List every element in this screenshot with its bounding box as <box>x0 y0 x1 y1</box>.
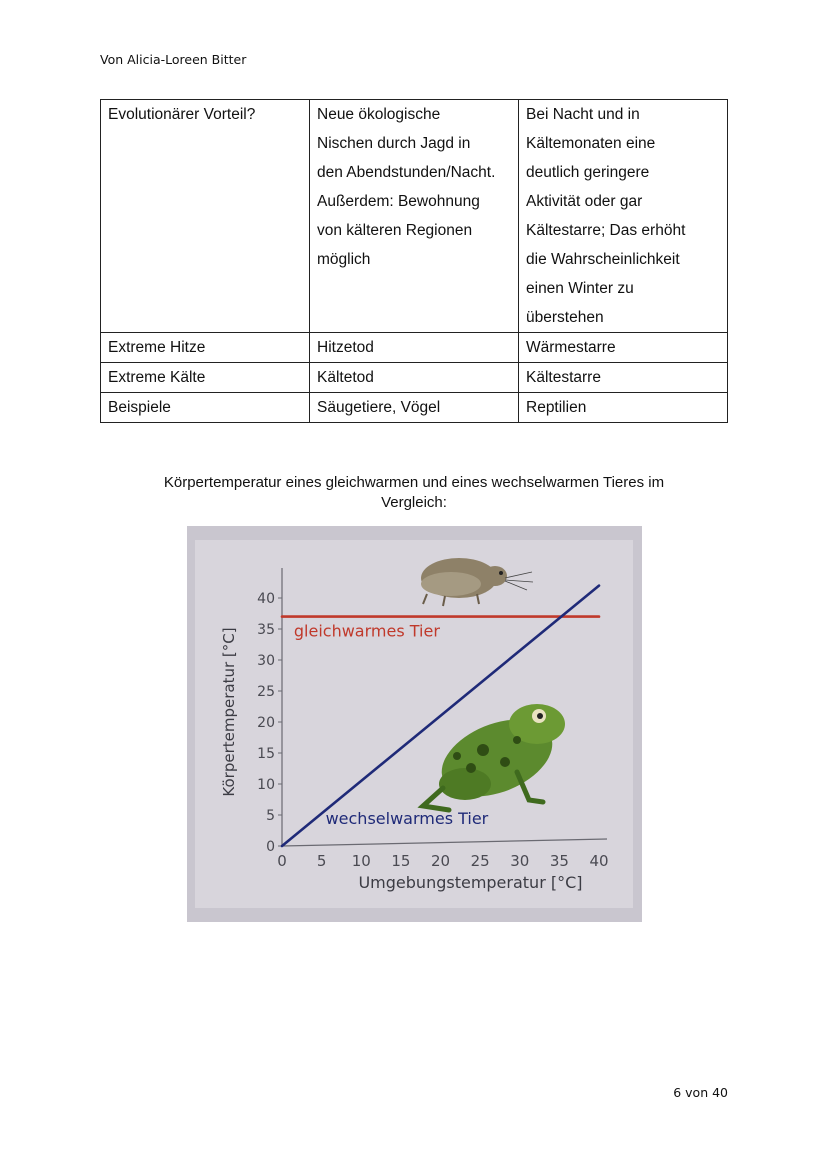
y-tick-label: 5 <box>266 808 275 824</box>
warm-cell: Kältetod <box>310 363 519 393</box>
cell-line: überstehen <box>526 309 604 326</box>
author-line: Von Alicia-Loreen Bitter <box>100 52 247 67</box>
cell-line: Außerdem: Bewohnung <box>317 193 480 210</box>
cell-line: möglich <box>317 251 371 268</box>
cell-line: Bei Nacht und in <box>526 106 640 123</box>
x-tick-label: 25 <box>470 852 490 870</box>
warm-cell: Hitzetod <box>310 333 519 363</box>
page-number: 6 von 40 <box>673 1085 728 1100</box>
figure-title <box>100 473 728 513</box>
cold-cell: Reptilien <box>519 393 728 423</box>
cell-line: von kälteren Regionen <box>317 222 473 239</box>
warm-cell <box>310 100 519 333</box>
y-axis-label: Körpertemperatur [°C] <box>220 627 238 797</box>
warm-cell: Säugetiere, Vögel <box>310 393 519 423</box>
x-tick-label: 30 <box>510 852 530 870</box>
temperature-chart <box>187 526 642 922</box>
table-row <box>101 363 728 393</box>
cold-cell: Wärmestarre <box>519 333 728 363</box>
x-axis-label: Umgebungstemperatur [°C] <box>358 873 583 892</box>
table-row <box>101 100 728 333</box>
y-tick-label: 20 <box>257 715 275 731</box>
cold-cell: Kältestarre <box>519 363 728 393</box>
cell-line: die Wahrscheinlichkeit <box>526 251 680 268</box>
y-tick-label: 35 <box>257 622 275 638</box>
y-tick-label: 40 <box>257 591 275 607</box>
table-row <box>101 333 728 363</box>
series-label: gleichwarmes Tier <box>293 621 440 641</box>
cell-line: Nischen durch Jagd in <box>317 135 471 152</box>
table-row <box>101 393 728 423</box>
cell-line: deutlich geringere <box>526 164 650 181</box>
figure-title-line: Vergleich: <box>381 494 447 511</box>
y-tick-label: 15 <box>257 746 275 762</box>
x-tick-label: 10 <box>351 852 371 870</box>
cell-line: Kältemonaten eine <box>526 135 656 152</box>
x-tick-label: 40 <box>589 852 609 870</box>
x-tick-label: 5 <box>316 852 327 870</box>
y-tick-label: 30 <box>257 653 275 669</box>
cell-line: Kältestarre; Das erhöht <box>526 222 686 239</box>
y-tick-label: 0 <box>266 839 275 855</box>
row-label: Extreme Kälte <box>101 363 310 393</box>
cold-cell <box>519 100 728 333</box>
cell-line: Aktivität oder gar <box>526 193 643 210</box>
cell-line: den Abendstunden/Nacht. <box>317 164 496 181</box>
row-label: Beispiele <box>101 393 310 423</box>
x-tick-label: 15 <box>391 852 411 870</box>
chart-photo <box>187 526 642 922</box>
cell-line: einen Winter zu <box>526 280 634 297</box>
row-label: Extreme Hitze <box>101 333 310 363</box>
row-label: Evolutionärer Vorteil? <box>101 100 310 333</box>
y-tick-label: 10 <box>257 777 275 793</box>
x-tick-label: 35 <box>549 852 569 870</box>
figure-title-line: Körpertemperatur eines gleichwarmen und eines wechselwarmen Tieres im <box>163 474 665 491</box>
series-label: wechselwarmes Tier <box>325 809 489 828</box>
y-tick-label: 25 <box>257 684 275 700</box>
x-tick-label: 0 <box>277 852 287 870</box>
cell-line: Neue ökologische <box>317 106 441 123</box>
comparison-table <box>100 99 728 423</box>
x-tick-label: 20 <box>430 852 451 870</box>
